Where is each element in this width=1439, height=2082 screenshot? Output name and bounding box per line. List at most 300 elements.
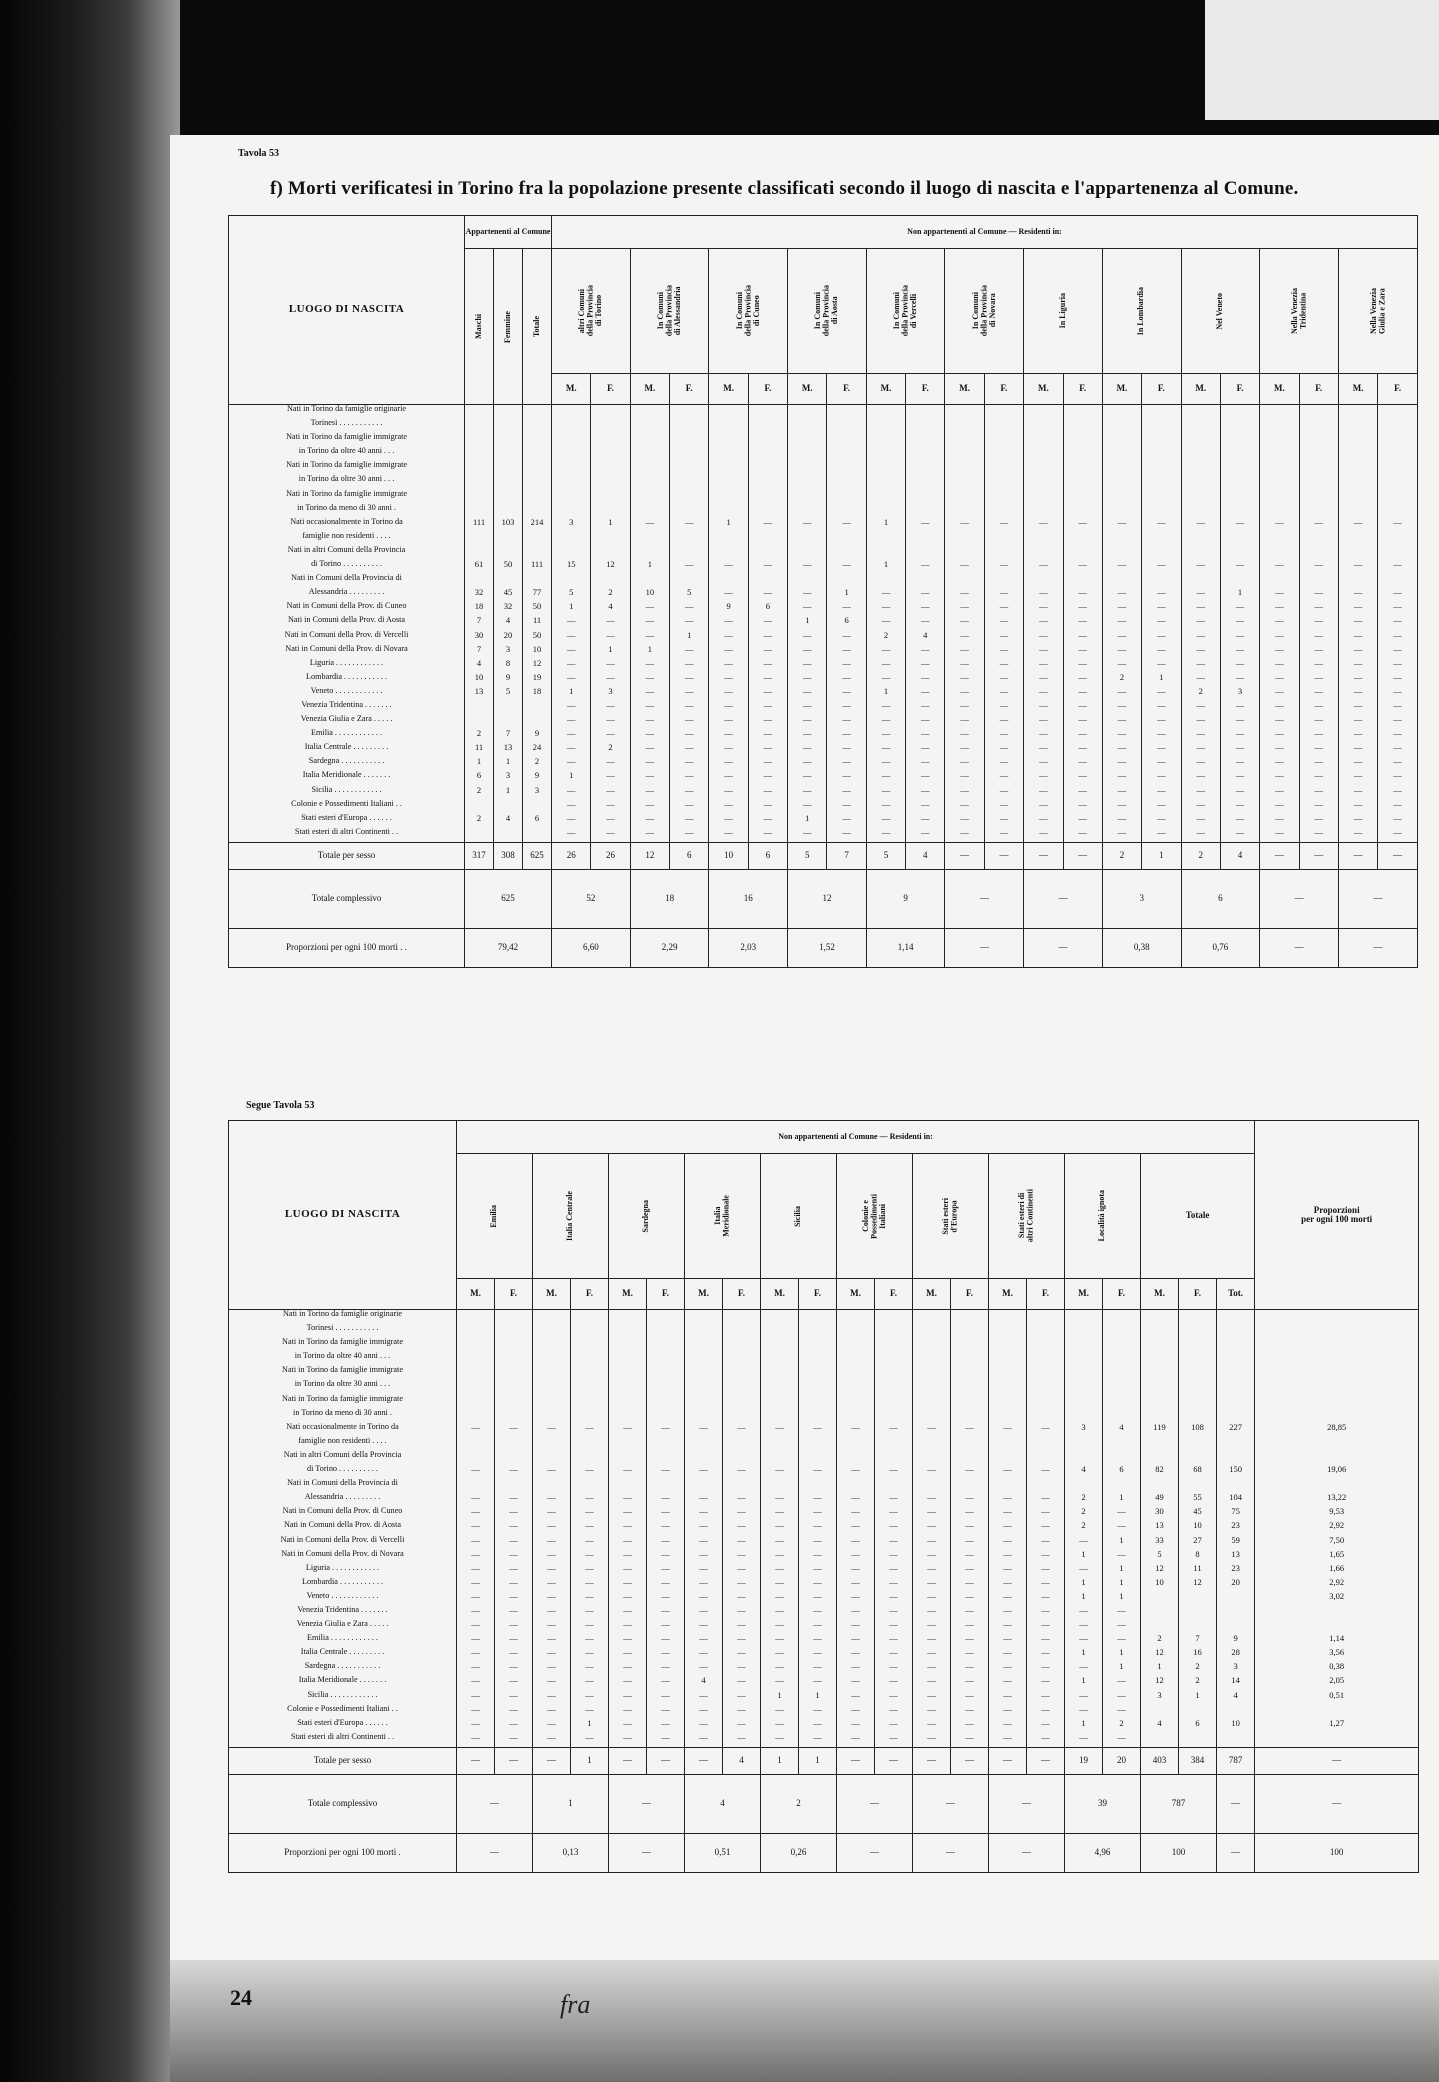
cell-value: — — [1353, 785, 1363, 795]
cell-value: 7 — [505, 729, 511, 739]
table-1-data-col — [1299, 405, 1338, 843]
cell-value: — — [1275, 771, 1284, 781]
cell-value: — — [1393, 799, 1402, 809]
cell-value: — — [661, 1690, 670, 1700]
cell-value: — — [645, 729, 655, 739]
cell-value — [670, 475, 708, 489]
cell-value: — — [881, 757, 891, 767]
cell-value: — — [1393, 616, 1402, 626]
cell-value: — — [960, 686, 969, 696]
cell-value: — — [606, 658, 615, 668]
cell-value: 227 — [1229, 1422, 1242, 1432]
cell-value: — — [661, 1521, 670, 1531]
cell-value — [788, 447, 826, 461]
cell-value: — — [509, 1634, 518, 1644]
cell-value — [1142, 461, 1180, 475]
proporzioni-value: 0,51 — [685, 1833, 761, 1872]
cell-value: — — [1117, 1690, 1126, 1700]
cell-value: — — [960, 757, 969, 767]
cell-value: — — [1314, 630, 1323, 640]
cell-value — [906, 532, 944, 546]
cell-value: — — [623, 1563, 632, 1573]
cell-value: — — [585, 1465, 594, 1475]
proporzioni-value: 1,14 — [866, 928, 945, 967]
cell-value: — — [927, 1648, 936, 1658]
totale-complessivo-value: — — [457, 1774, 533, 1833]
mf-label: F. — [1142, 374, 1181, 405]
row-label: Nati in Comuni della Prov. di Aosta — [288, 616, 406, 625]
cell-value — [1065, 1380, 1102, 1394]
cell-value: — — [999, 827, 1009, 837]
table-1-data-col — [1338, 405, 1377, 843]
cell-value: — — [813, 1732, 822, 1742]
cell-value — [1142, 433, 1180, 447]
cell-value: — — [606, 813, 615, 823]
cell-value: — — [927, 1620, 936, 1630]
cell-value — [875, 1324, 912, 1338]
row-label: Nati in altri Comuni della Provincia — [283, 1450, 402, 1459]
cell-value — [913, 1324, 950, 1338]
cell-value: — — [509, 1648, 518, 1658]
cell-value: — — [960, 827, 969, 837]
cell-value — [761, 1479, 798, 1493]
cell-value: — — [927, 1535, 936, 1545]
cell-value — [788, 504, 826, 518]
cell-value — [1103, 1310, 1140, 1324]
row-label: Nati in Torino da famiglie immigrate — [282, 1366, 403, 1375]
table-2-data-col — [457, 1310, 495, 1748]
cell-value — [913, 1451, 950, 1465]
cell-value: 1,27 — [1329, 1718, 1345, 1728]
table-1-data-col — [945, 405, 984, 843]
table-2-data-col — [761, 1310, 799, 1748]
cell-value — [951, 1352, 988, 1366]
mf-label: F. — [1027, 1279, 1065, 1310]
cell-value: — — [699, 1634, 708, 1644]
cell-value: — — [803, 517, 812, 527]
cell-value: — — [1041, 1662, 1050, 1672]
totale-per-sesso-value: — — [533, 1747, 571, 1774]
cell-value — [1339, 546, 1377, 560]
cell-value — [465, 461, 493, 475]
proporzioni-value: — — [913, 1833, 989, 1872]
table-1-col-label: Femmine — [502, 310, 512, 343]
cell-value: — — [684, 517, 694, 527]
cell-value: — — [471, 1620, 480, 1630]
cell-value: — — [471, 1507, 480, 1517]
cell-value: — — [851, 1563, 860, 1573]
cell-value — [465, 715, 493, 729]
scan-top-right-paper — [1205, 0, 1439, 120]
cell-value: — — [1003, 1563, 1012, 1573]
cell-value: — — [921, 715, 930, 725]
cell-value: — — [1314, 813, 1323, 823]
cell-value: — — [1041, 1563, 1050, 1573]
cell-value: — — [1314, 686, 1323, 696]
cell-value — [1103, 1324, 1140, 1338]
cell-value: — — [965, 1620, 974, 1630]
cell-value — [523, 828, 551, 842]
cell-value — [761, 1366, 798, 1380]
cell-value — [609, 1366, 646, 1380]
cell-value: — — [775, 1493, 784, 1503]
cell-value: — — [927, 1465, 936, 1475]
mf-label: M. — [1024, 374, 1063, 405]
cell-value: — — [775, 1732, 784, 1742]
cell-value: — — [1314, 827, 1323, 837]
cell-value: 8 — [505, 658, 511, 668]
cell-value — [1027, 1366, 1064, 1380]
row-label: in Torino da oltre 30 anni . . . — [298, 475, 395, 484]
cell-value — [945, 433, 983, 447]
cell-value — [631, 475, 669, 489]
cell-value — [1182, 433, 1220, 447]
cell-value — [465, 433, 493, 447]
totale-complessivo-value: 18 — [630, 869, 709, 928]
cell-value: — — [1235, 602, 1245, 612]
cell-value: — — [965, 1521, 974, 1531]
cell-value: — — [1079, 1662, 1088, 1672]
cell-value — [571, 1324, 608, 1338]
cell-value: — — [763, 813, 773, 823]
cell-value — [465, 828, 493, 842]
cell-value: 4 — [608, 602, 613, 612]
cell-value: — — [965, 1648, 974, 1658]
cell-value — [867, 574, 905, 588]
cell-value — [1024, 504, 1062, 518]
cell-value — [1182, 447, 1220, 461]
row-label: Nati in Comuni della Prov. di Cuneo — [286, 602, 407, 611]
cell-value — [1142, 546, 1180, 560]
proporzioni-value: — — [837, 1833, 913, 1872]
cell-value: 6 — [1195, 1718, 1200, 1728]
cell-value: — — [1003, 1690, 1012, 1700]
cell-value — [1064, 574, 1102, 588]
cell-value: — — [1079, 1704, 1088, 1714]
row-label: Sicilia . . . . . . . . . . . . — [311, 785, 382, 794]
cell-value — [1221, 419, 1259, 433]
cell-value: — — [661, 1676, 670, 1686]
cell-value: — — [566, 729, 576, 739]
cell-value — [1065, 1395, 1102, 1409]
cell-value: — — [1314, 715, 1323, 725]
cell-value: — — [699, 1605, 708, 1615]
cell-value: — — [921, 644, 930, 654]
cell-value: — — [471, 1493, 480, 1503]
cell-value: — — [645, 757, 655, 767]
cell-value — [827, 419, 865, 433]
cell-value: — — [1196, 700, 1205, 710]
cell-value: — — [842, 715, 851, 725]
row-label: Venezia Giulia e Zara . . . . . — [300, 715, 393, 724]
cell-value: — — [585, 1563, 594, 1573]
totale-per-sesso-value: — — [875, 1747, 913, 1774]
cell-value: — — [547, 1563, 556, 1573]
cell-value: — — [547, 1605, 556, 1615]
cell-value — [1300, 405, 1338, 419]
cell-value — [867, 504, 905, 518]
cell-value — [837, 1451, 874, 1465]
cell-value: — — [1117, 700, 1127, 710]
cell-value: — — [965, 1704, 974, 1714]
cell-value: — — [623, 1690, 632, 1700]
row-label: in Torino da oltre 40 anni . . . — [294, 1352, 391, 1361]
table-1-region-5 — [945, 249, 1024, 374]
cell-value: — — [851, 1577, 860, 1587]
cell-value — [1300, 433, 1338, 447]
cell-value — [552, 475, 590, 489]
cell-value — [827, 447, 865, 461]
cell-value: 50 — [532, 602, 542, 612]
cell-value: — — [1078, 771, 1087, 781]
cell-value — [1027, 1352, 1064, 1366]
cell-value — [827, 433, 865, 447]
cell-value — [523, 546, 551, 560]
cell-value: — — [1314, 743, 1323, 753]
cell-value — [788, 475, 826, 489]
cell-value — [837, 1409, 874, 1423]
table-2-region-5 — [837, 1154, 913, 1279]
cell-value: — — [889, 1507, 898, 1517]
cell-value — [1024, 532, 1062, 546]
cell-value: — — [623, 1662, 632, 1672]
cell-value — [571, 1310, 608, 1324]
cell-value — [1217, 1366, 1254, 1380]
cell-value — [709, 546, 747, 560]
row-label: in Torino da meno di 30 anni . — [293, 1408, 392, 1417]
cell-value: — — [965, 1718, 974, 1728]
cell-value: — — [921, 729, 930, 739]
cell-value: — — [1117, 1732, 1126, 1742]
cell-value: — — [999, 630, 1009, 640]
cell-value: — — [851, 1591, 860, 1601]
cell-value: — — [684, 686, 694, 696]
cell-value: — — [509, 1591, 518, 1601]
cell-value — [749, 461, 787, 475]
cell-value — [523, 715, 551, 729]
cell-value: — — [1078, 757, 1087, 767]
cell-value: — — [1235, 771, 1245, 781]
cell-value: — — [585, 1605, 594, 1615]
cell-value: — — [881, 658, 891, 668]
cell-value: — — [1079, 1535, 1088, 1545]
cell-value — [494, 490, 522, 504]
cell-value: 28,85 — [1327, 1422, 1347, 1432]
cell-value: — — [737, 1577, 746, 1587]
cell-value: 3 — [1237, 686, 1243, 696]
cell-value: — — [1041, 1620, 1050, 1630]
cell-value: — — [547, 1493, 556, 1503]
cell-value: 2,05 — [1329, 1676, 1345, 1686]
table-1-region-3 — [788, 249, 867, 374]
row-label: Torinesi . . . . . . . . . . . — [310, 419, 383, 428]
cell-value: 1 — [1119, 1493, 1124, 1503]
cell-value: 10 — [1155, 1577, 1164, 1587]
cell-value: — — [1353, 630, 1363, 640]
row-label: Italia Centrale . . . . . . . . . — [304, 743, 389, 752]
cell-value — [685, 1380, 722, 1394]
cell-value: — — [471, 1521, 480, 1531]
cell-value: — — [851, 1690, 860, 1700]
cell-value — [1027, 1409, 1064, 1423]
cell-value — [1339, 504, 1377, 518]
cell-value: — — [661, 1549, 670, 1559]
cell-value — [906, 546, 944, 560]
cell-value: — — [724, 799, 733, 809]
table-1 — [228, 215, 1418, 968]
cell-value — [1065, 1310, 1102, 1324]
cell-value — [1065, 1366, 1102, 1380]
cell-value: — — [775, 1577, 784, 1587]
totale-complessivo-value: — — [609, 1774, 685, 1833]
cell-value: — — [509, 1704, 518, 1714]
cell-value — [609, 1395, 646, 1409]
cell-value — [761, 1352, 798, 1366]
cell-value: — — [1041, 1507, 1050, 1517]
cell-value: — — [1157, 658, 1166, 668]
cell-value — [837, 1437, 874, 1451]
cell-value — [1065, 1352, 1102, 1366]
cell-value: — — [813, 1549, 822, 1559]
cell-value: — — [1353, 588, 1363, 598]
cell-value: — — [1157, 616, 1166, 626]
cell-value: — — [509, 1465, 518, 1475]
cell-value — [609, 1479, 646, 1493]
cell-value: — — [699, 1535, 708, 1545]
cell-value — [609, 1451, 646, 1465]
totale-per-sesso-value: — — [913, 1747, 951, 1774]
cell-value: — — [737, 1605, 746, 1615]
cell-value — [906, 475, 944, 489]
totale-per-sesso-value: 6 — [748, 842, 787, 869]
cell-value — [1141, 1380, 1178, 1394]
cell-value: — — [645, 771, 655, 781]
table-1-data-col — [984, 405, 1023, 843]
cell-value — [685, 1437, 722, 1451]
cell-value: 150 — [1229, 1465, 1242, 1475]
row-label: Stati esteri di altri Continenti . . — [290, 1732, 395, 1741]
cell-value: — — [881, 813, 891, 823]
cell-value: — — [547, 1549, 556, 1559]
totale-per-sesso-value: — — [1260, 842, 1299, 869]
cell-value — [1300, 532, 1338, 546]
cell-value: 28 — [1231, 1648, 1240, 1658]
cell-value: — — [1235, 644, 1245, 654]
cell-value — [1064, 447, 1102, 461]
mf-label: M. — [1260, 374, 1299, 405]
cell-value: 214 — [530, 517, 544, 527]
cell-value — [1255, 1395, 1418, 1409]
cell-value — [670, 504, 708, 518]
cell-value: — — [1078, 588, 1087, 598]
cell-value: — — [813, 1605, 822, 1615]
mf-label: F. — [670, 374, 709, 405]
cell-value — [799, 1437, 836, 1451]
cell-value — [1339, 532, 1377, 546]
mf-label: F. — [799, 1279, 837, 1310]
cell-value — [1260, 405, 1298, 419]
cell-value: — — [965, 1507, 974, 1517]
cell-value — [1141, 1395, 1178, 1409]
cell-value: — — [1003, 1634, 1012, 1644]
cell-value: — — [1314, 560, 1323, 570]
cell-value: — — [623, 1591, 632, 1601]
cell-value: — — [684, 729, 694, 739]
cell-value: 2 — [1081, 1521, 1086, 1531]
cell-value: 2 — [1157, 1634, 1162, 1644]
cell-value — [533, 1409, 570, 1423]
cell-value — [945, 504, 983, 518]
cell-value: — — [684, 771, 694, 781]
cell-value: — — [1003, 1605, 1012, 1615]
cell-value — [1024, 447, 1062, 461]
cell-value: — — [1393, 658, 1402, 668]
cell-value: — — [724, 616, 733, 626]
row-label: Nati in Comuni della Prov. di Cuneo — [282, 1507, 403, 1516]
cell-value: — — [661, 1648, 670, 1658]
cell-value: 1 — [1119, 1535, 1124, 1545]
cell-value: 1 — [883, 560, 889, 570]
mf-label: M. — [989, 1279, 1027, 1310]
cell-value — [723, 1352, 760, 1366]
cell-value — [945, 490, 983, 504]
table-2-region-7 — [989, 1154, 1065, 1279]
cell-value: 2 — [1119, 672, 1125, 682]
cell-value: 55 — [1193, 1493, 1202, 1503]
table-2-data-col — [647, 1310, 685, 1748]
cell-value: 8 — [1195, 1549, 1200, 1559]
cell-value: — — [1393, 644, 1402, 654]
cell-value — [1103, 433, 1141, 447]
cell-value: — — [1353, 799, 1363, 809]
table-1-region-label: In Liguria — [1057, 293, 1067, 329]
row-label: in Torino da oltre 40 anni . . . — [298, 447, 395, 456]
table-2-totale-head: Totale — [1141, 1154, 1255, 1279]
cell-value: — — [999, 616, 1009, 626]
cell-value — [867, 490, 905, 504]
cell-value — [913, 1395, 950, 1409]
cell-value — [591, 405, 629, 419]
cell-value — [709, 490, 747, 504]
cell-value: 32 — [474, 588, 484, 598]
proporzioni-value: 0,13 — [533, 1833, 609, 1872]
cell-value — [867, 532, 905, 546]
cell-value: — — [645, 616, 655, 626]
cell-value — [1339, 490, 1377, 504]
cell-value: — — [921, 686, 930, 696]
cell-value: — — [509, 1577, 518, 1587]
cell-value — [799, 1352, 836, 1366]
cell-value: — — [585, 1662, 594, 1672]
cell-value — [723, 1437, 760, 1451]
mf-label: F. — [906, 374, 945, 405]
cell-value: — — [661, 1493, 670, 1503]
cell-value: — — [1079, 1605, 1088, 1615]
cell-value: — — [927, 1521, 936, 1531]
cell-value: — — [1314, 729, 1323, 739]
mf-label: M. — [709, 374, 748, 405]
cell-value: — — [842, 700, 851, 710]
cell-value: — — [661, 1535, 670, 1545]
cell-value — [1260, 504, 1298, 518]
cell-value: — — [1003, 1676, 1012, 1686]
cell-value — [1024, 475, 1062, 489]
cell-value: — — [960, 630, 969, 640]
cell-value: — — [684, 827, 694, 837]
cell-value — [913, 1479, 950, 1493]
cell-value: — — [724, 729, 733, 739]
cell-value: — — [547, 1620, 556, 1630]
